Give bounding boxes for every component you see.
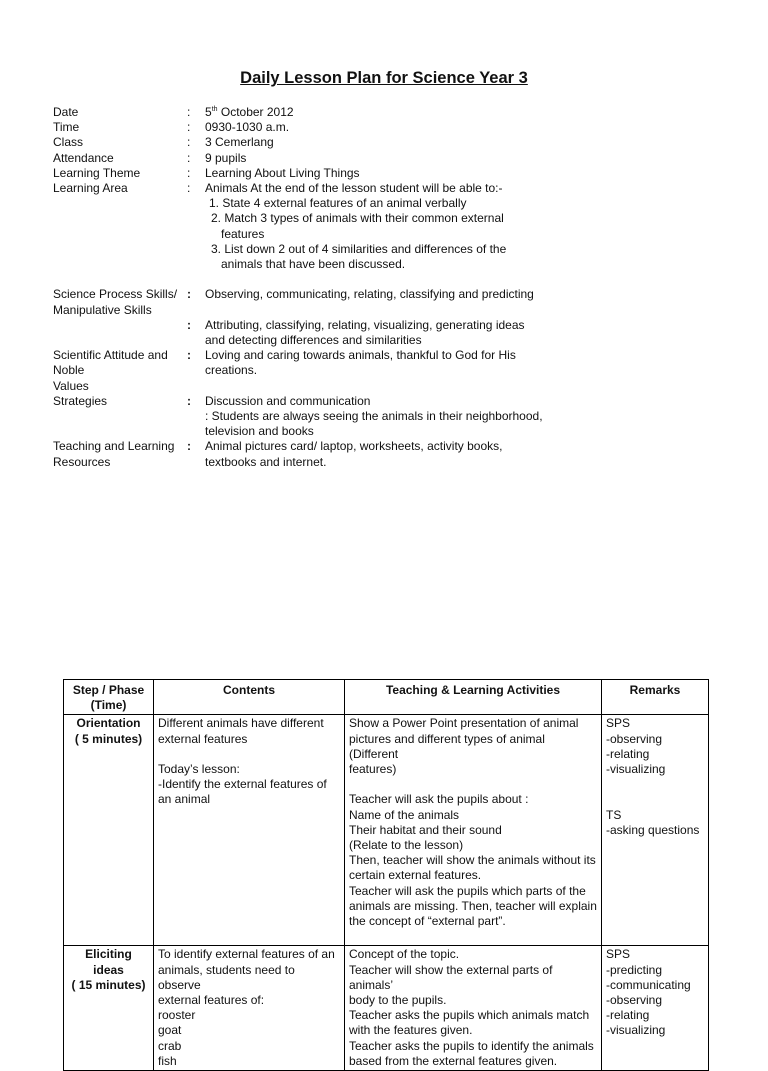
info-row-time xyxy=(53,120,573,135)
info-row-strategies xyxy=(53,394,573,440)
phase-cell: Orientation ( 5 minutes) xyxy=(64,715,154,946)
attitude-label: Scientific Attitude and Noble Values xyxy=(53,348,168,393)
activities-cell: Concept of the topic. Teacher will show the external parts of animals’ body to the pupils. Teacher asks the pupils which animals match with the features given. Teacher asks the pupils to identify the animals based from the external features given. xyxy=(345,946,602,1071)
table-header-row xyxy=(64,680,709,715)
info-row-date xyxy=(53,105,573,120)
time-value: 0930-1030 a.m. xyxy=(205,120,290,135)
info-row-thinking xyxy=(53,318,573,348)
column-header: Teaching & Learning Activities xyxy=(345,680,602,715)
lesson-steps-table xyxy=(63,679,709,1071)
colon: : xyxy=(187,150,191,165)
colon: : xyxy=(187,439,191,454)
info-row-class xyxy=(53,135,573,150)
colon: : xyxy=(187,181,191,196)
class-value: 3 Cemerlang xyxy=(205,135,274,150)
table-row xyxy=(64,715,709,946)
strategies-label: Strategies xyxy=(53,393,108,408)
date-label: Date xyxy=(53,105,79,119)
colon: : xyxy=(187,120,191,135)
area-value: Animals At the end of the lesson student will be able to:- 1. State 4 external features of an animal verbally 2. Match 3 types of animals with their common external features 3. List down 2 out of 4 similarities and differences of the animals that have been discussed. xyxy=(205,181,573,272)
resources-value: Animal pictures card/ laptop, worksheets, activity books, textbooks and internet. xyxy=(205,439,503,469)
info-row-area xyxy=(53,181,573,272)
date-value: 5th October 2012 xyxy=(205,105,294,119)
strategies-value: Discussion and communication : Students are always seeing the animals in their neighborhood, television and books xyxy=(205,393,543,439)
colon: : xyxy=(187,105,191,119)
remarks-cell: SPS -predicting -communicating -observing -relating -visualizing xyxy=(602,946,709,1071)
info-row-theme xyxy=(53,166,573,181)
objective-item: animals that have been discussed. xyxy=(221,257,406,272)
document-title: Daily Lesson Plan for Science Year 3 xyxy=(240,69,528,87)
table-row xyxy=(64,946,709,1071)
colon: : xyxy=(187,287,191,302)
info-row-attendance xyxy=(53,151,573,166)
contents-cell: To identify external features of an animals, students need to observe external features of: rooster goat crab fish xyxy=(154,946,345,1071)
class-label: Class xyxy=(53,135,84,150)
colon: : xyxy=(187,393,191,408)
info-row-resources xyxy=(53,439,573,469)
remarks-cell: SPS -observing -relating -visualizing TS -asking questions xyxy=(602,715,709,946)
objective-item: 3. List down 2 out of 4 similarities and differences of the xyxy=(211,241,507,256)
column-header: Contents xyxy=(154,680,345,715)
attitude-value: Loving and caring towards animals, thankful to God for His creations. xyxy=(205,348,516,378)
info-row-sps xyxy=(53,287,573,317)
theme-value: Learning About Living Things xyxy=(205,165,360,180)
column-header: Remarks xyxy=(602,680,709,715)
colon: : xyxy=(187,135,191,150)
objective-item: 2. Match 3 types of animals with their common external xyxy=(211,211,504,226)
column-header: Step / Phase (Time) xyxy=(64,680,154,715)
info-row-attitude xyxy=(53,348,573,394)
activities-cell: Show a Power Point presentation of animal pictures and different types of animal (Different features) Teacher will ask the pupils about : Name of the animals Their habitat and their sound (Relate to the lesson) Then, teacher will show the animals without its certain external features. Teacher will ask the pupils which parts of the animals are missing. Then, teacher will explain the concept of “external part”. xyxy=(345,715,602,946)
contents-cell: Different animals have different external features Today’s lesson: -Identify the external features of an animal xyxy=(154,715,345,946)
attendance-label: Attendance xyxy=(53,150,114,165)
resources-label: Teaching and Learning Resources xyxy=(53,439,175,469)
lesson-info xyxy=(53,105,573,470)
sps-value: Observing, communicating, relating, classifying and predicting xyxy=(205,287,534,302)
objective-item: 1. State 4 external features of an animal verbally xyxy=(209,196,467,211)
colon: : xyxy=(187,317,191,332)
time-label: Time xyxy=(53,120,80,135)
objective-item: features xyxy=(221,226,265,241)
attendance-value: 9 pupils xyxy=(205,150,247,165)
sps-label: Science Process Skills/ Manipulative Skills xyxy=(53,287,178,317)
thinking-value: Attributing, classifying, relating, visualizing, generating ideas and detecting differences and similarities xyxy=(205,317,525,348)
area-label: Learning Area xyxy=(53,181,128,196)
colon: : xyxy=(187,348,191,363)
colon: : xyxy=(187,165,191,180)
phase-cell: Eliciting ideas ( 15 minutes) xyxy=(64,946,154,1071)
theme-label: Learning Theme xyxy=(53,165,141,180)
